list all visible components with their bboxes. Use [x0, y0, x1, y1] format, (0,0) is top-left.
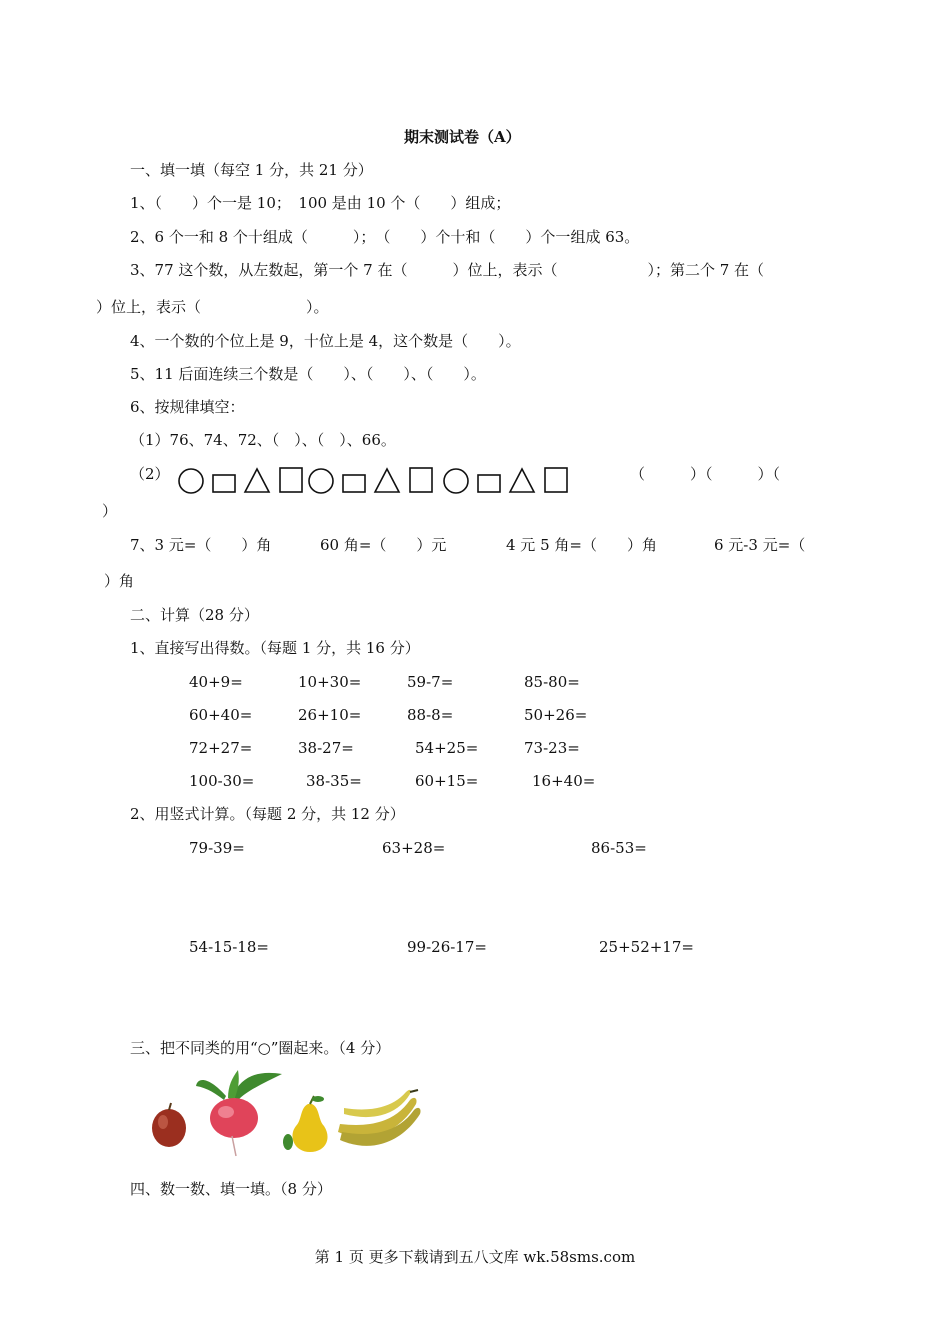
square-shape [410, 468, 432, 492]
math-cell: 54+25= [415, 739, 479, 757]
vertical-calc: 54-15-18= [189, 938, 269, 956]
question-6: 6、按规律填空： [130, 398, 245, 416]
math-cell: 85-80= [524, 673, 580, 691]
section-4-heading: 四、数一数、填一填。（8 分） [130, 1180, 332, 1198]
math-cell: 60+40= [189, 706, 253, 724]
math-cell: 73-23= [524, 739, 580, 757]
radish-icon [196, 1070, 282, 1156]
shape-pattern [176, 464, 576, 498]
vertical-calc: 25+52+17= [599, 938, 694, 956]
question-3-line-1: 3、77 这个数，从左数起，第一个 7 在（ ）位上，表示（ ）；第二个 7 在（ [130, 261, 765, 279]
triangle-shape [510, 469, 534, 492]
circle-shape [179, 469, 203, 493]
question-7-tail: ）角 [104, 572, 135, 590]
fruit-vegetable-images [148, 1068, 428, 1158]
math-cell: 50+26= [524, 706, 588, 724]
page-title: 期末测试卷（A） [404, 128, 521, 146]
math-cell: 10+30= [298, 673, 362, 691]
vertical-calc: 63+28= [382, 839, 446, 857]
question-6-part-2-blanks: （ ）（ ）（ [630, 465, 781, 483]
rectangle-shape [213, 475, 235, 492]
question-7-a: 7、3 元=（ ）角 [130, 536, 272, 554]
question-5: 5、11 后面连续三个数是（ ）、（ ）、（ ）。 [130, 365, 486, 383]
section-3-heading: 三、把不同类的用“○”圈起来。（4 分） [130, 1039, 391, 1057]
math-cell: 88-8= [407, 706, 454, 724]
square-shape [545, 468, 567, 492]
math-cell: 100-30= [189, 772, 255, 790]
section-1-heading: 一、填一填（每空 1 分，共 21 分） [130, 161, 373, 179]
math-cell: 38-35= [306, 772, 362, 790]
rectangle-shape [478, 475, 500, 492]
question-7-d: 6 元-3 元=（ [714, 536, 806, 554]
question-6-part-2-tail: ） [102, 502, 118, 520]
math-cell: 38-27= [298, 739, 354, 757]
vertical-calc: 99-26-17= [407, 938, 487, 956]
square-shape [280, 468, 302, 492]
question-3-line-2: ）位上，表示（ ）。 [96, 298, 329, 316]
apple-icon [152, 1103, 186, 1147]
question-1: 1、（ ）个一是 10； 100 是由 10 个（ ）组成； [130, 194, 511, 212]
section-2-heading: 二、计算（28 分） [130, 606, 259, 624]
rectangle-shape [343, 475, 365, 492]
math-cell: 59-7= [407, 673, 454, 691]
bananas-icon [338, 1090, 421, 1146]
vertical-calc: 86-53= [591, 839, 647, 857]
triangle-shape [245, 469, 269, 492]
section-2-sub-2: 2、用竖式计算。（每题 2 分，共 12 分） [130, 805, 405, 823]
question-7-c: 4 元 5 角=（ ）角 [506, 536, 657, 554]
question-4: 4、一个数的个位上是 9，十位上是 4，这个数是（ ）。 [130, 332, 521, 350]
triangle-shape [375, 469, 399, 492]
math-cell: 60+15= [415, 772, 479, 790]
vertical-calc: 79-39= [189, 839, 245, 857]
question-7-b: 60 角=（ ）元 [320, 536, 447, 554]
page-footer: 第 1 页 更多下载请到五八文库 wk.58sms.com [314, 1248, 636, 1266]
circle-shape [444, 469, 468, 493]
pear-icon [283, 1096, 328, 1152]
question-6-part-2-label: （2） [130, 465, 170, 483]
section-2-sub-1: 1、直接写出得数。（每题 1 分，共 16 分） [130, 639, 420, 657]
circle-shape [309, 469, 333, 493]
math-cell: 26+10= [298, 706, 362, 724]
question-6-part-1: （1）76、74、72、（ ）、（ ）、66。 [130, 431, 396, 449]
math-cell: 72+27= [189, 739, 253, 757]
math-cell: 40+9= [189, 673, 243, 691]
question-2: 2、6 个一和 8 个十组成（ ）； （ ）个十和（ ）个一组成 63。 [130, 228, 640, 246]
math-cell: 16+40= [532, 772, 596, 790]
